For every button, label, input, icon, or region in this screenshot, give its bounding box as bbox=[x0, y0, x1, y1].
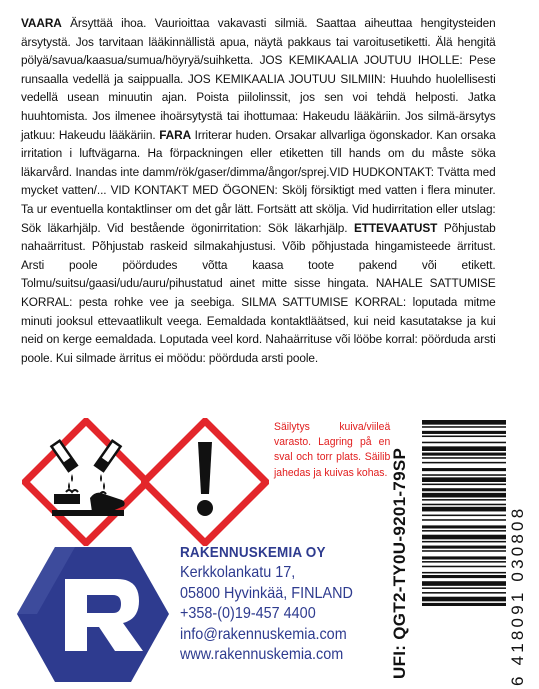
barcode-bar bbox=[422, 587, 506, 589]
barcode-bar bbox=[422, 426, 506, 428]
barcode-bar bbox=[422, 530, 506, 532]
company-name: RAKENNUSKEMIA OY bbox=[180, 544, 326, 561]
barcode-bar bbox=[422, 484, 506, 486]
barcode-bar bbox=[422, 507, 506, 512]
barcode-bar bbox=[422, 603, 506, 606]
barcode-digits: 6 418091 030808 bbox=[508, 505, 527, 686]
barcode-bar bbox=[422, 525, 506, 528]
barcode-bar bbox=[422, 474, 506, 476]
barcode-bar bbox=[422, 597, 506, 602]
hazard-statements bbox=[21, 14, 496, 367]
barcode-bar bbox=[422, 499, 506, 501]
barcode-bar bbox=[422, 550, 506, 552]
barcode-bar bbox=[422, 561, 506, 563]
rakennuskemia-r-logo-icon bbox=[17, 547, 169, 682]
barcode-bar bbox=[422, 504, 506, 506]
barcode-bar bbox=[422, 431, 506, 434]
barcode-bar bbox=[422, 493, 506, 498]
estonian-text: Põhjustab nahaärritust. Põhjustab raskeid silmakahjustusi. Võib põhjustada hingamisteede ärritust. Arsti poole pöördudes võtta kaasa toote pakend või etikett. Tolmu/suitsu/gaasi/udu/auru/pihustatud ainet mitte sisse hingata. NAHALE SATTUMISE KORRAL: pesta rohke vee ja seebiga. SILMA SATTUMISE KORRAL: loputada mitme minuti jooksul ettevaatlikult veega. Eemaldada kontaktläätsed, kui neid kasutatakse ja kui neid on kerge eemaldada. Loputada veel kord. Nahaärrituse või lööbe korral: pöörduda arsti poole. Kui silmade ärritus ei möödu: pöörduda arsti poole. bbox=[21, 220, 496, 365]
ean13-barcode-icon bbox=[422, 420, 506, 682]
barcode-bar bbox=[422, 546, 506, 549]
barcode-bar bbox=[422, 420, 506, 425]
company-web: www.rakennuskemia.com bbox=[180, 646, 344, 664]
barcode-bar bbox=[422, 581, 506, 586]
ghs-corrosion-icon bbox=[22, 418, 150, 546]
ufi-code: UFI: QGT2-TY0U-9201-79SP bbox=[390, 447, 409, 679]
barcode-bar bbox=[422, 572, 506, 574]
barcode-bar bbox=[422, 566, 506, 568]
barcode-bar bbox=[422, 519, 506, 521]
fara-label: FARA bbox=[159, 127, 192, 142]
barcode-bar bbox=[422, 457, 506, 459]
barcode-bar bbox=[422, 468, 506, 471]
barcode-bar bbox=[422, 453, 506, 456]
company-city: 05800 Hyvinkää, FINLAND bbox=[180, 584, 353, 602]
barcode-bar bbox=[422, 515, 506, 517]
swedish-text: Irriterar huden. Orsakar allvarliga ögonskador. Kan orsaka irritation i luftvägarna. Ha förpackningen eller etiketten till hands om du måste söka läkarvård. Inandas inte damm/rök/gaser/dimma/ångor/sprej.VID HUDKONTAKT: Tvätta med mycket vatten/... VID KONTAKT MED ÖGONEN: Skölj försiktigt med vatten i flera minuter. Ta ur eventuella kontaktlinser om det går lätt. Fortsätt att skölja. Vid hudirritation eller utslag: Sök läkarhjälp. Vid bestående ögonirritation: Sök läkarhjälp. bbox=[21, 127, 496, 235]
barcode-bar bbox=[422, 592, 506, 594]
company-phone: +358-(0)19-457 4400 bbox=[180, 605, 316, 623]
barcode-bar bbox=[422, 477, 506, 482]
ettevaatust-label: ETTEVAATUST bbox=[353, 220, 438, 235]
vaara-label: VAARA bbox=[21, 16, 62, 30]
ghs-exclamation-icon bbox=[141, 418, 269, 546]
barcode-bar bbox=[422, 462, 506, 464]
barcode-bar bbox=[422, 541, 506, 543]
company-email: info@rakennuskemia.com bbox=[180, 625, 347, 643]
barcode-bar bbox=[422, 446, 506, 451]
finnish-text: Ärsyttää ihoa. Vaurioittaa vakavasti silmiä. Saattaa aiheuttaa hengitysteiden ärsytystä. Jos tarvitaan lääkinnällistä apua, näytä pakkaus tai varoitusetiketti. Älä hengitä pölyä/savua/kaasua/sumua/höyryä/suihketta. JOS KEMIKAALIA JOUTUU IHOLLE: Pese runsaalla vedellä ja saippualla. JOS KEMIKAALIA JOUTUU SILMIIN: Huuhdo huolellisesti vedellä usean minuutin ajan. Poista piilolinssit, jos sen voi tehdä helposti. Jatka huuhtomista. Jos ilmenee ihoärsytystä tai ihottumaa: Hakeudu lääkäriin. Jos silmä-ärsytys jatkuu: Hakeudu lääkäriin. bbox=[21, 16, 496, 142]
barcode-bar bbox=[422, 556, 506, 559]
barcode-bar bbox=[422, 488, 506, 491]
storage-instructions: Säilytys kuiva/viileä varasto. Lagring på en sval och torr plats. Säilib jahedas ja kuivas kohas. bbox=[274, 421, 391, 479]
company-info bbox=[180, 543, 353, 666]
barcode-bar bbox=[422, 436, 506, 438]
barcode-bar bbox=[422, 535, 506, 540]
company-street: Kerkkolankatu 17, bbox=[180, 564, 296, 581]
barcode-bar bbox=[422, 442, 506, 444]
barcode-bar bbox=[422, 575, 506, 578]
